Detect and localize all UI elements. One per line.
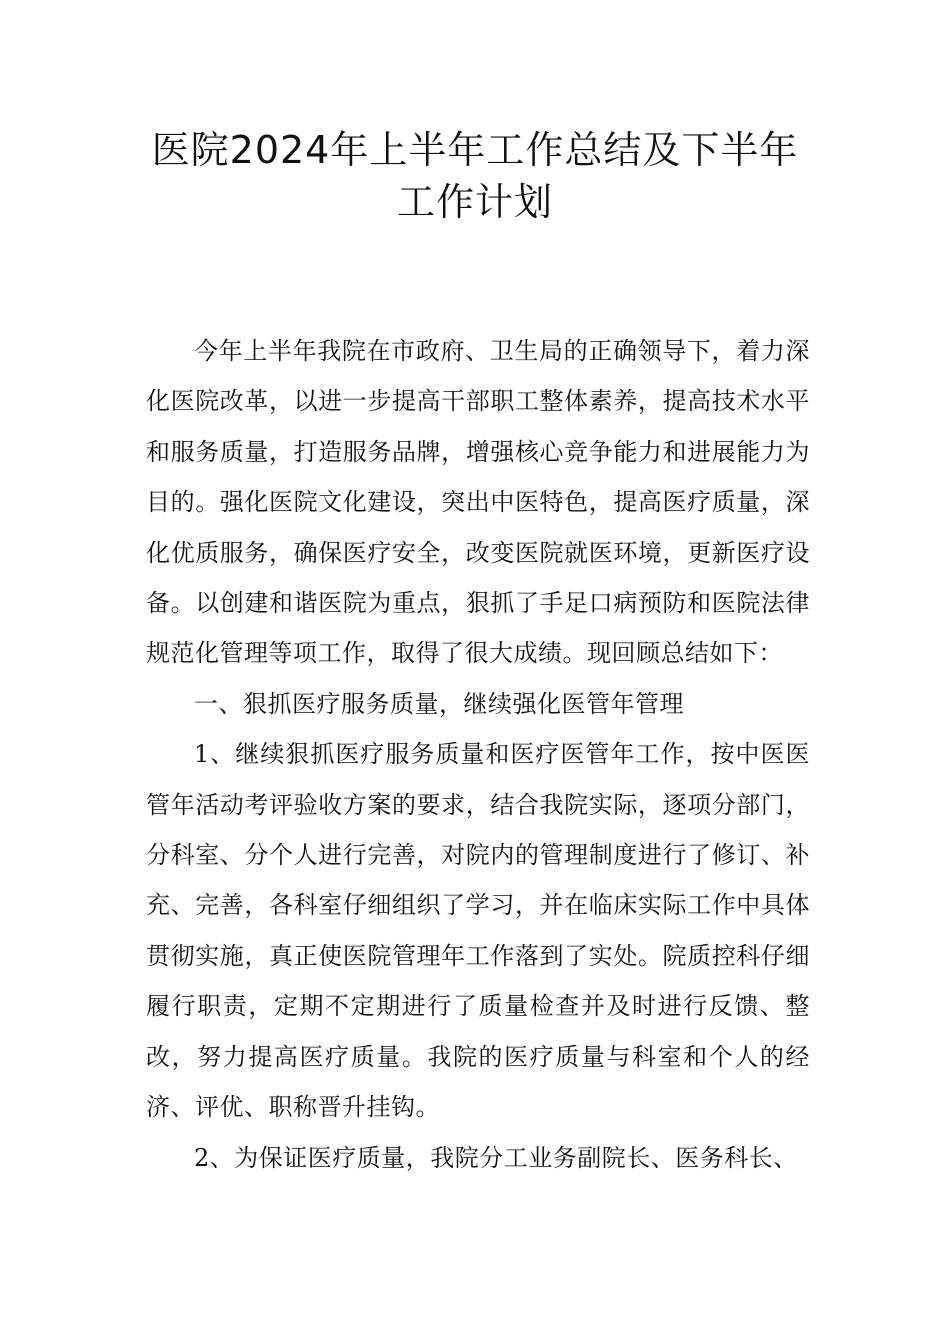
section-heading-1: 一、狠抓医疗服务质量，继续强化医管年管理: [194, 689, 684, 718]
item-paragraph-1: 1、继续狠抓医疗服务质量和医疗医管年工作，按中医医管年活动考评验收方案的要求，结合我院实际，逐项分部门，分科室、分个人进行完善，对院内的管理制度进行了修订、补充、完善，各科室仔细组织了学习，并在临床实际工作中具体贯彻实施，真正使医院管理年工作落到了实处。院质控科仔细履行职责，定期不定期进行了质量检查并及时进行反馈、整改，努力提高医疗质量。我院的医疗质量与科室和个人的经济、评优、职称晋升挂钩。: [146, 740, 810, 1122]
document-title: [80, 124, 870, 228]
title-line-2: 工作计划: [396, 180, 553, 224]
document-body: [146, 326, 810, 1183]
intro-paragraph: 今年上半年我院在市政府、卫生局的正确领导下，着力深化医院改革，以进一步提高干部职工整体素养，提高技术水平和服务质量，打造服务品牌，增强核心竞争能力和进展能力为目的。强化医院文化建设，突出中医特色，提高医疗质量，深化优质服务，确保医疗安全，改变医院就医环境，更新医疗设备。以创建和谐医院为重点，狠抓了手足口病预防和医院法律规范化管理等项工作，取得了很大成绩。现回顾总结如下：: [146, 337, 810, 668]
title-line-1: 医院2024年上半年工作总结及下半年: [151, 128, 799, 172]
item-paragraph-2: 2、为保证医疗质量，我院分工业务副院长、医务科长、: [194, 1143, 798, 1172]
